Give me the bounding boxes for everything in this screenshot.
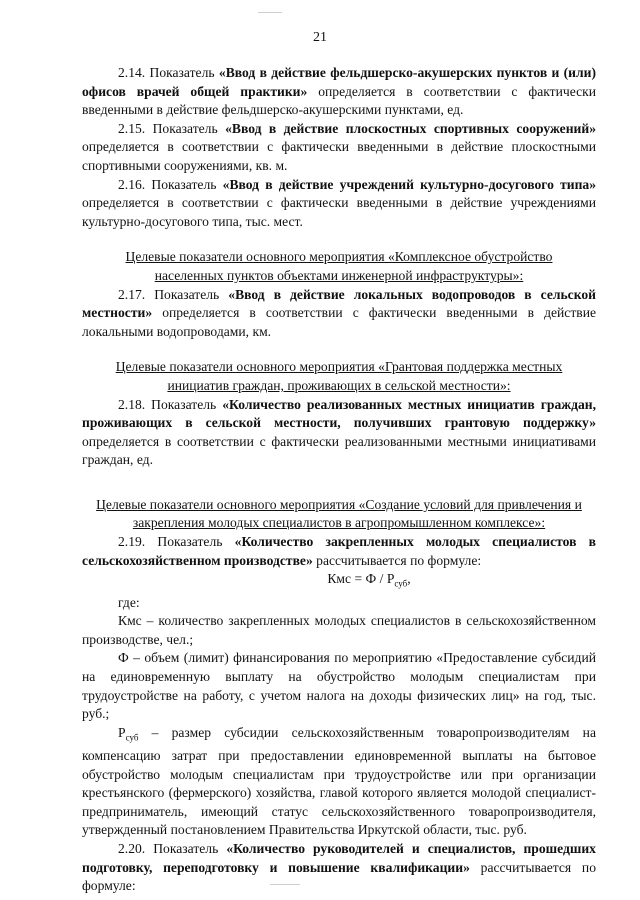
item-2-15-prefix: 2.15. Показатель [118, 120, 226, 136]
formula-end: , [407, 571, 411, 587]
document-body [82, 64, 596, 896]
item-2-20 [82, 840, 596, 896]
item-2-20-text: рассчитывается по формуле: [82, 859, 596, 894]
section-heading-young-specialists: Целевые показатели основного мероприятия «Создание условий для привлечения и закрепления молодых специалистов в агропромышленном комплексе»: [96, 496, 582, 531]
item-2-16-prefix: 2.16. Показатель [118, 176, 223, 192]
formula-subscript: суб [394, 578, 408, 589]
item-2-16 [82, 176, 596, 232]
definition-f: Ф – объем (лимит) финансирования по мероприятию «Предоставление субсидий на единовременную выплату на обустройство молодым специалистам при трудоустройстве на работу, с учетом налога на доходы физических лиц» на год, тыс. руб.; [82, 650, 596, 722]
item-2-19-indicator: «Количество закрепленных молодых специалистов в сельскохозяйственном производстве» [82, 534, 596, 568]
section-heading-grants: Целевые показатели основного мероприятия «Грантовая поддержка местных инициатив граждан, проживающих в сельской местности»: [115, 359, 563, 393]
item-2-17-indicator: «Ввод в действие локальных водопроводов в сельской местности» [82, 286, 596, 321]
item-2-19 [82, 533, 596, 570]
item-2-16-indicator: «Ввод в действие учреждений культурно-досугового типа» [222, 176, 597, 192]
page-number: 21 [313, 30, 327, 45]
scan-speck [258, 12, 282, 13]
scan-speck [270, 884, 300, 885]
section-heading-infrastructure: Целевые показатели основного мероприятия «Комплексное обустройство населенных пунктов объектами инженерной инфраструктуры»: [125, 249, 553, 283]
item-2-19-text: рассчитывается по формуле: [312, 552, 482, 568]
definition-kms: Кмс – количество закрепленных молодых специалистов в сельскохозяйственном производстве, чел.; [82, 613, 596, 647]
item-2-18-text: определяется в соответствии с фактически реализованными местными инициативами граждан, ед. [82, 433, 596, 468]
item-2-20-indicator: «Количество руководителей и специалистов, прошедших подготовку, переподготовку и повышение квалификации» [82, 841, 596, 875]
item-2-16-text: определяется в соответствии с фактически введенными в действие учреждениями культурно-досугового типа, тыс. мест. [82, 195, 596, 229]
item-2-14-indicator: «Ввод в действие фельдшерско-акушерских пунктов и (или) офисов врачей общей практики» [82, 65, 596, 99]
item-2-17-prefix: 2.17. Показатель [118, 286, 229, 302]
item-2-17-text: определяется в соответствии с фактически введенными в действие локальными водопроводами, км. [82, 305, 596, 339]
item-2-15 [82, 120, 596, 176]
item-2-17 [82, 286, 596, 342]
formula-main: Кмс = Ф / Р [327, 571, 395, 587]
item-2-20-prefix: 2.20. Показатель [118, 841, 227, 856]
item-2-15-indicator: «Ввод в действие плоскостных спортивных сооружений» [225, 120, 596, 136]
psub-symbol: Р [118, 724, 126, 740]
item-2-15-text: определяется в соответствии с фактически введенными в действие плоскостными спортивными сооружениями, кв. м. [82, 139, 596, 173]
psub-text: – размер субсидии сельскохозяйственным товаропроизводителям на компенсацию затрат при предоставлении единовременной выплаты на бытовое обустройство молодым специалистам при трудоустройстве или при организации крестьянского (фермерского) хозяйства, главой которого является молодой специалист-предприниматель, имеющий статус сельскохозяйственного товаропроизводителя, утвержденный постановлением Правительства Иркутской области, тыс. руб. [82, 724, 596, 838]
formula-kms [82, 570, 596, 593]
where-label: где: [118, 594, 140, 610]
item-2-18-prefix: 2.18. Показатель [118, 396, 223, 412]
psub-subscript: суб [125, 732, 139, 743]
item-2-18 [82, 396, 596, 470]
item-2-18-indicator: «Количество реализованных местных инициатив граждан, проживающих в сельской местности, получивших грантовую поддержку» [82, 396, 597, 431]
item-2-14-prefix: 2.14. Показатель [118, 65, 219, 80]
item-2-14-text: определяется в соответствии с фактически введенными в действие фельдшерско-акушерскими пунктами, ед. [82, 83, 596, 118]
definition-psub [82, 724, 596, 840]
item-2-19-prefix: 2.19. Показатель [118, 534, 235, 550]
item-2-14 [82, 64, 596, 120]
